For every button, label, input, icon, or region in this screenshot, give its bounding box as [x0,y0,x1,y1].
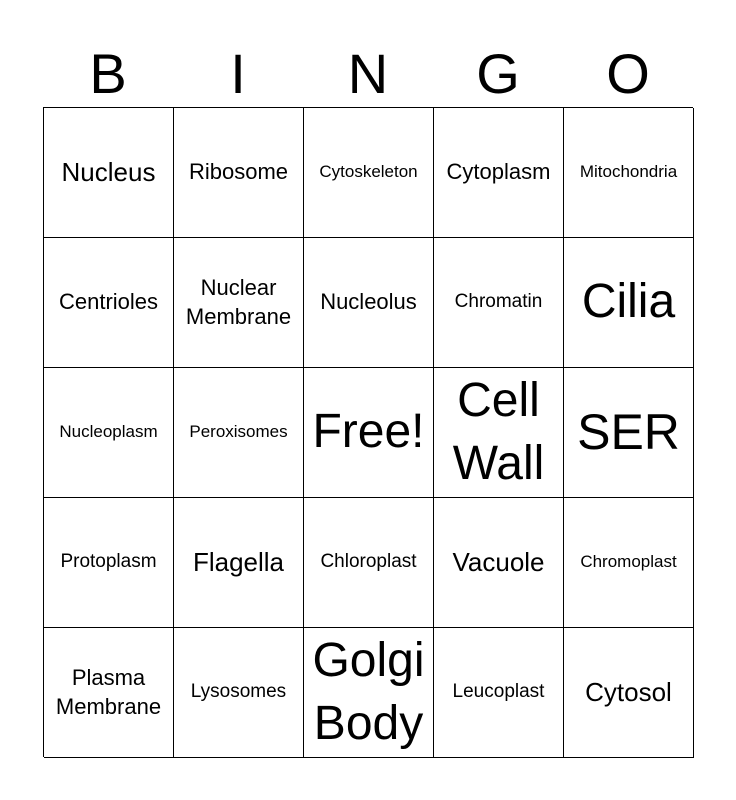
cell-text-line: Body [313,696,424,750]
header-letter-o: O [606,42,650,105]
bingo-cell[interactable] [434,368,564,498]
cell-text: Chromatin [454,291,543,313]
bingo-cell[interactable] [434,238,564,368]
header-letter-n: N [347,42,389,105]
bingo-cell[interactable] [564,498,694,628]
bingo-cell[interactable] [304,108,434,238]
free-cell[interactable] [304,368,434,498]
bingo-cell[interactable] [174,368,304,498]
cell-text: SER [577,404,680,460]
cell-text-multiline [56,664,161,721]
bingo-cell[interactable] [304,628,434,758]
cell-text: Cytoskeleton [319,162,418,182]
cell-text-line: Plasma [71,664,146,690]
cell-text: Nucleoplasm [59,422,158,442]
cell-text: Cytoplasm [446,159,551,185]
bingo-cell[interactable] [434,628,564,758]
cell-text: Lysosomes [190,681,287,703]
bingo-cell[interactable] [434,108,564,238]
bingo-cell[interactable] [44,628,174,758]
bingo-cell[interactable] [174,498,304,628]
bingo-header [43,40,693,108]
header-letter-b: B [89,42,127,105]
bingo-cell[interactable] [304,498,434,628]
cell-text: Flagella [192,546,285,577]
header-letter-i: I [230,42,246,105]
cell-text: Ribosome [188,159,289,185]
cell-text: Nucleus [61,156,156,187]
cell-text-multiline [186,274,291,331]
bingo-cell[interactable] [44,368,174,498]
cell-text: Vacuole [452,546,545,577]
cell-text-line: Membrane [185,303,292,329]
cell-text-line: Membrane [55,693,162,719]
bingo-cell[interactable] [174,628,304,758]
cell-text-line: Wall [452,436,545,490]
header-letter-g: G [476,42,520,105]
cell-text: Centrioles [58,289,159,315]
bingo-cell[interactable] [44,238,174,368]
cell-text: Cilia [581,275,676,329]
cell-text: Free! [312,405,425,459]
cell-text-line: Golgi [312,634,425,688]
cell-text: Leucoplast [452,681,545,703]
cell-text: Chromoplast [580,552,677,572]
cell-text-multiline [453,370,545,495]
bingo-cell[interactable] [44,498,174,628]
cell-text: Mitochondria [579,162,678,182]
bingo-cell[interactable] [564,238,694,368]
cell-text-line: Cell [457,374,540,428]
bingo-cell[interactable] [564,628,694,758]
cell-text: Peroxisomes [189,422,288,442]
bingo-cell[interactable] [174,108,304,238]
cell-text: Cytosol [585,676,672,707]
cell-text-multiline [312,630,424,755]
bingo-cell[interactable] [304,238,434,368]
bingo-cell[interactable] [174,238,304,368]
bingo-cell[interactable] [564,108,694,238]
bingo-cell[interactable] [44,108,174,238]
cell-text: Nucleolus [320,289,417,315]
cell-text-line: Nuclear [200,274,277,300]
bingo-card [43,107,693,757]
cell-text: Protoplasm [60,551,157,573]
cell-text: Chloroplast [320,551,417,573]
bingo-cell[interactable] [434,498,564,628]
bingo-cell[interactable] [564,368,694,498]
